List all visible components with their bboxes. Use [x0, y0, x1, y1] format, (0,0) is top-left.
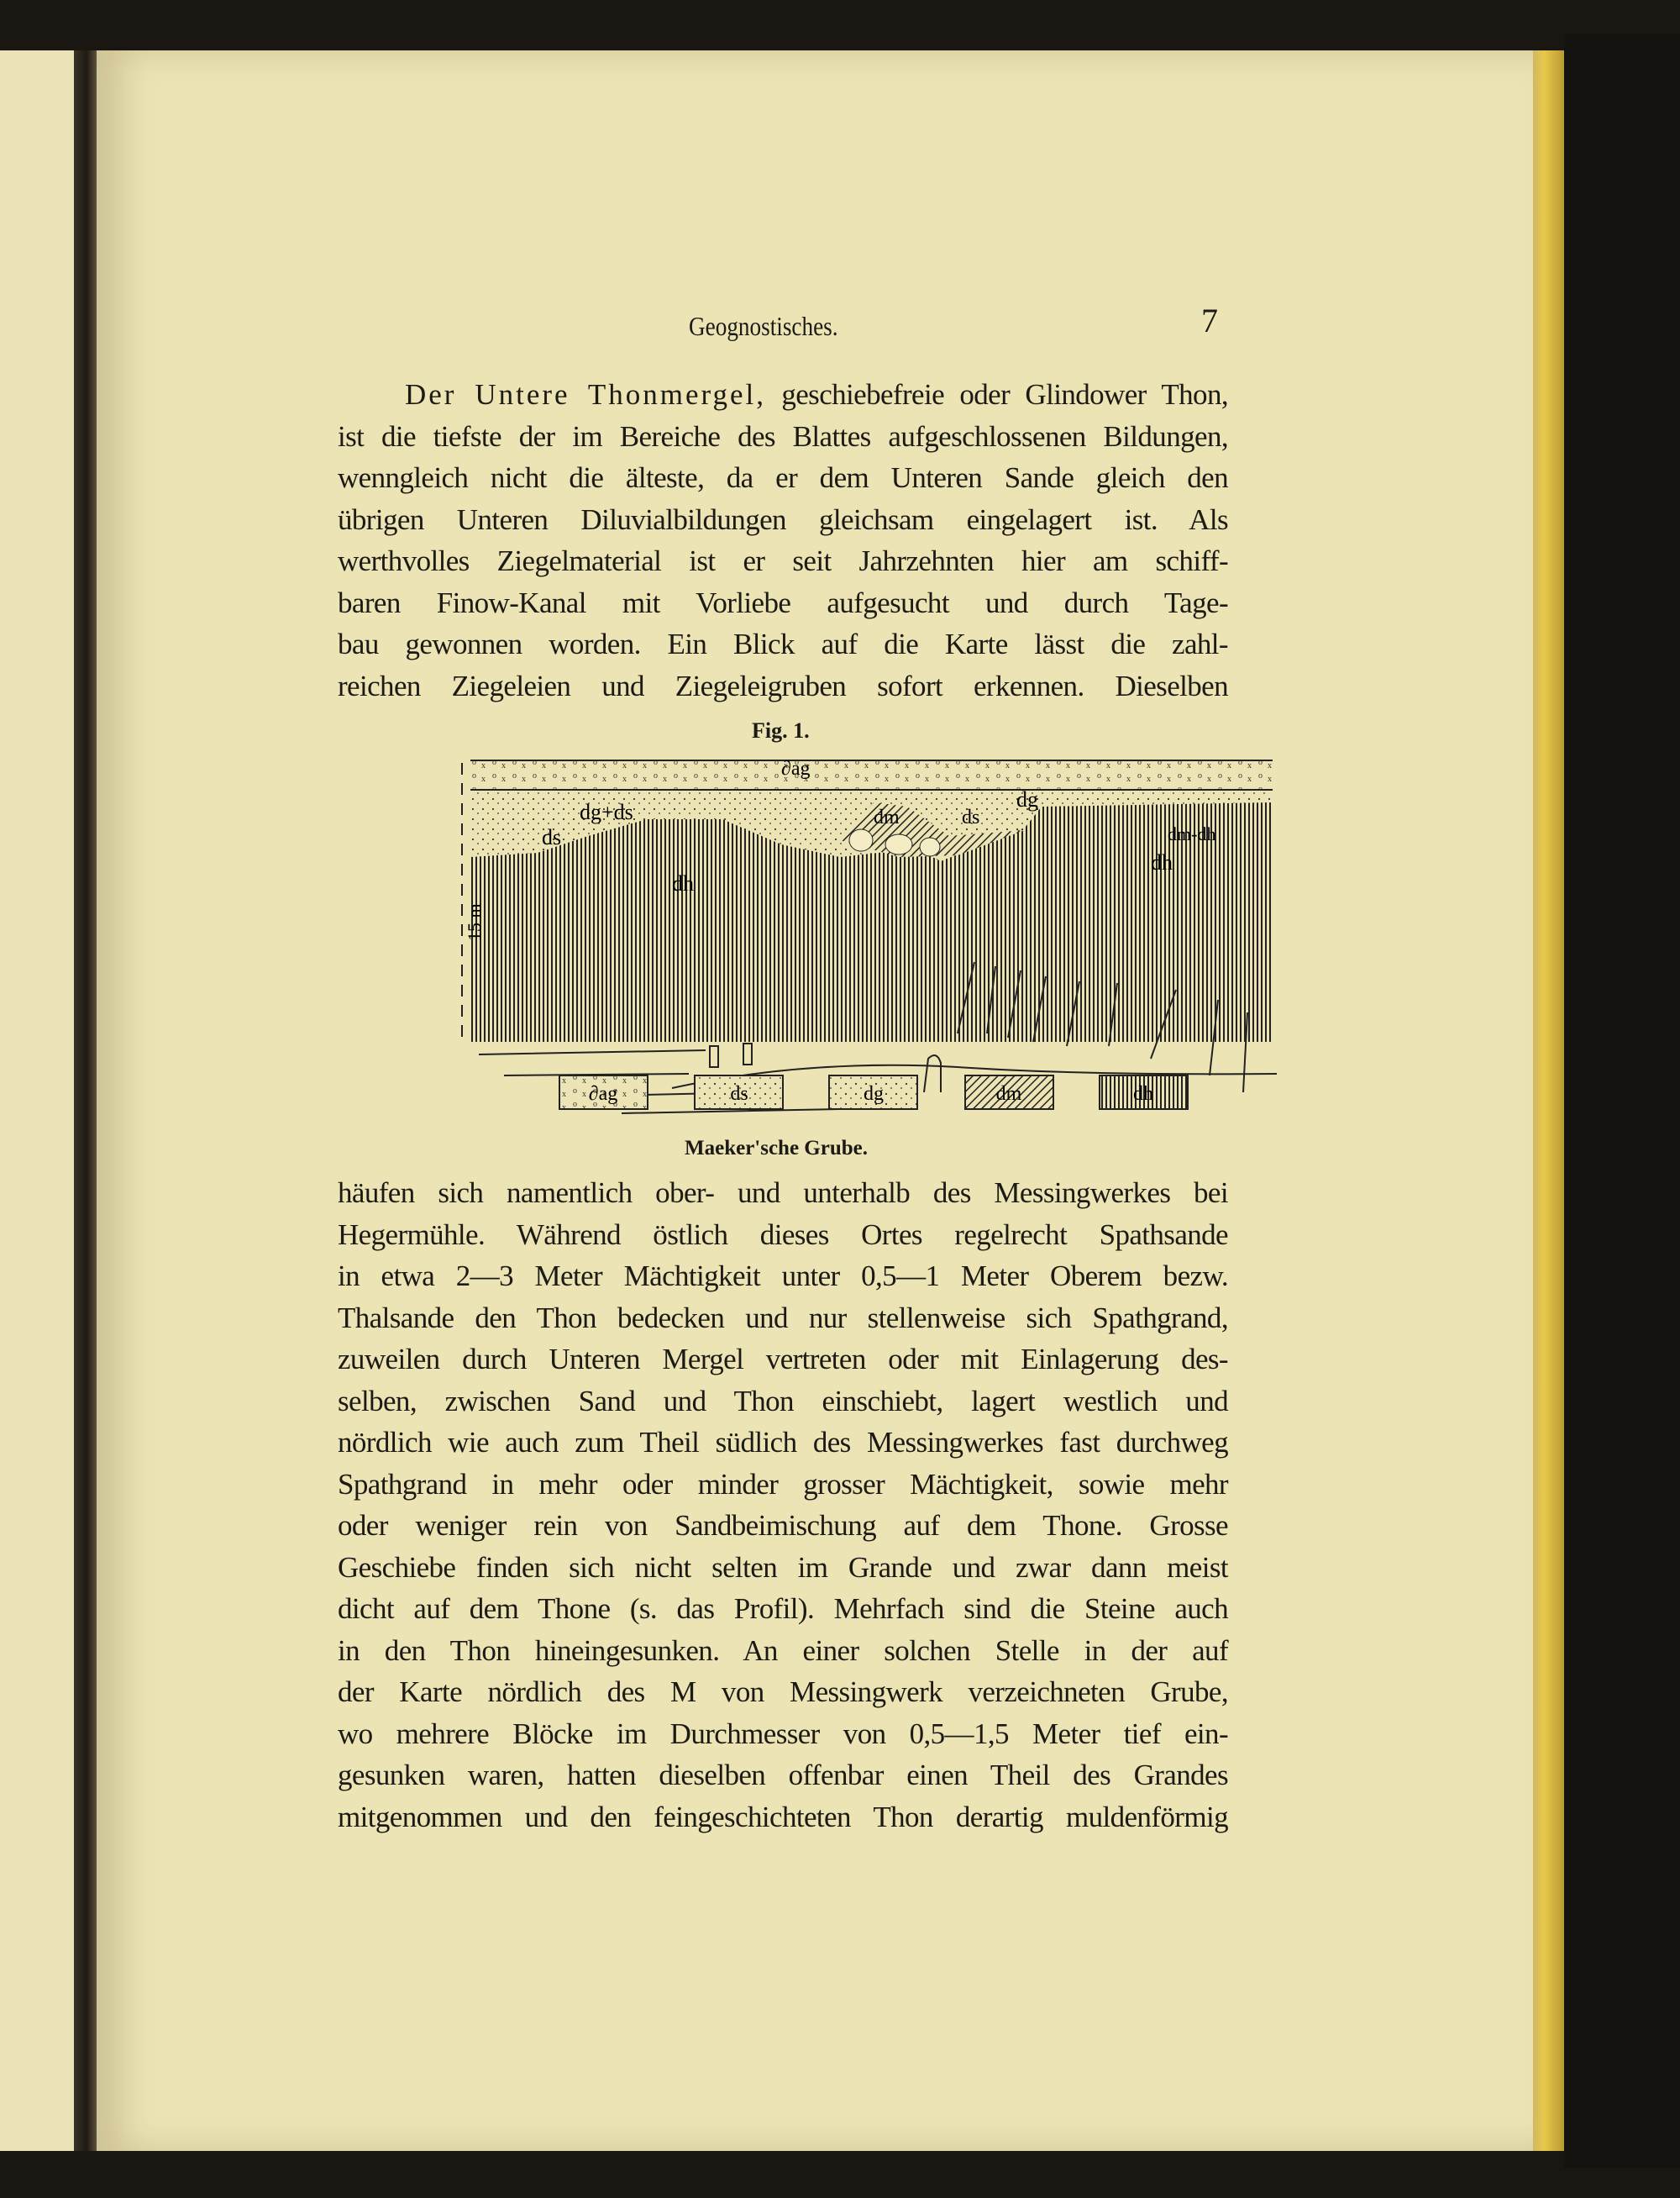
text-line: in etwa 2—3 Meter Mächtigkeit unter 0,5—1 Meter Oberem bezw. — [338, 1259, 1228, 1292]
legend-label: dm — [995, 1083, 1022, 1105]
text-line — [338, 374, 1228, 416]
legend-label: ds — [730, 1083, 748, 1105]
label-dh-left: dh — [672, 871, 694, 896]
legend-label: dh — [1133, 1083, 1153, 1105]
book-cover — [1564, 34, 1680, 2168]
spaced-term: Der Untere Thonmergel, — [405, 378, 767, 411]
label-dm-dh: dm-dh — [1168, 823, 1216, 844]
text-line: reichen Ziegeleien und Ziegeleigruben sofort erkennen. Dieselben — [338, 669, 1228, 702]
text-fragment: geschiebefreie oder Glindower Thon, — [781, 378, 1229, 411]
text-line: werthvolles Ziegelmaterial ist er seit Jahrzehnten hier am schiff- — [338, 544, 1228, 577]
text-line: übrigen Unteren Diluvialbildungen gleichsam eingelagert ist. Als — [338, 502, 1228, 536]
book-page — [97, 50, 1533, 2151]
scale-label: 15 m — [464, 903, 485, 941]
label-dg-ds: dg+ds — [580, 800, 633, 824]
page-number: 7 — [1201, 302, 1218, 339]
geological-section-figure — [370, 756, 1294, 1126]
text-line: Thalsande den Thon bedecken und nur stellenweise sich Spathgrand, — [338, 1301, 1228, 1334]
label-ds-left: ds — [542, 825, 562, 849]
label-dh-right: dh — [1151, 850, 1173, 875]
legend-label: dg — [864, 1083, 884, 1105]
text-line: mitgenommen und den feingeschichteten Thon derartig muldenförmig — [338, 1800, 1228, 1833]
text-line: bau gewonnen worden. Ein Blick auf die Karte lässt die zahl- — [338, 628, 1228, 660]
paragraph-bottom — [338, 1172, 1228, 1838]
text-line: in den Thon hineingesunken. An einer solchen Stelle in der auf — [338, 1633, 1228, 1667]
text-line: Spathgrand in mehr oder minder grosser Mächtigkeit, sowie mehr — [338, 1467, 1228, 1501]
text-line: nördlich wie auch zum Theil südlich des Messingwerkes fast durchweg — [338, 1426, 1228, 1459]
label-ds-mid: ds — [962, 807, 980, 828]
left-page-edge — [0, 50, 77, 2151]
text-line: selben, zwischen Sand und Thon einschiebt, lagert westlich und — [338, 1384, 1228, 1417]
text-line: Hegermühle. Während östlich dieses Ortes regelrecht Spathsande — [338, 1217, 1228, 1251]
legend-label: ∂ag — [588, 1083, 618, 1105]
figure-caption: Maeker'sche Grube. — [685, 1137, 869, 1159]
text-line: häufen sich namentlich ober- und unterhalb des Messingwerkes bei — [338, 1176, 1228, 1209]
label-dg: dg — [1016, 787, 1038, 812]
text-line: Geschiebe finden sich nicht selten im Grande und zwar dann meist — [338, 1550, 1228, 1584]
figure-legend — [370, 1071, 1294, 1122]
label-oag: ∂ag — [781, 758, 811, 780]
text-line: zuweilen durch Unteren Mergel vertreten oder mit Einlagerung des- — [338, 1343, 1228, 1375]
text-line: gesunken waren, hatten dieselben offenbar einen Theil des Grandes — [338, 1759, 1228, 1791]
text-line: der Karte nördlich des M von Messingwerk verzeichneten Grube, — [338, 1675, 1228, 1708]
page-edges — [1530, 50, 1564, 2151]
book-gutter — [74, 50, 99, 2151]
text-line: wenngleich nicht die älteste, da er dem Unteren Sande gleich den — [338, 461, 1228, 494]
text-line: baren Finow-Kanal mit Vorliebe aufgesucht und durch Tage- — [338, 586, 1228, 619]
figure-label: Fig. 1. — [752, 718, 810, 743]
text-line: dicht auf dem Thone (s. das Profil). Mehrfach sind die Steine auch — [338, 1592, 1228, 1625]
text-line: wo mehrere Blöcke im Durchmesser von 0,5—1,5 Meter tief ein- — [338, 1717, 1228, 1750]
text-line: oder weniger rein von Sandbeimischung auf dem Thone. Grosse — [338, 1509, 1228, 1542]
text-line: ist die tiefste der im Bereiche des Blattes aufgeschlossenen Bildungen, — [338, 419, 1228, 453]
label-dm: dm — [874, 807, 900, 828]
running-title: Geognostisches. — [689, 311, 838, 341]
paragraph-top — [338, 374, 1228, 707]
layer-oag — [470, 760, 1273, 790]
